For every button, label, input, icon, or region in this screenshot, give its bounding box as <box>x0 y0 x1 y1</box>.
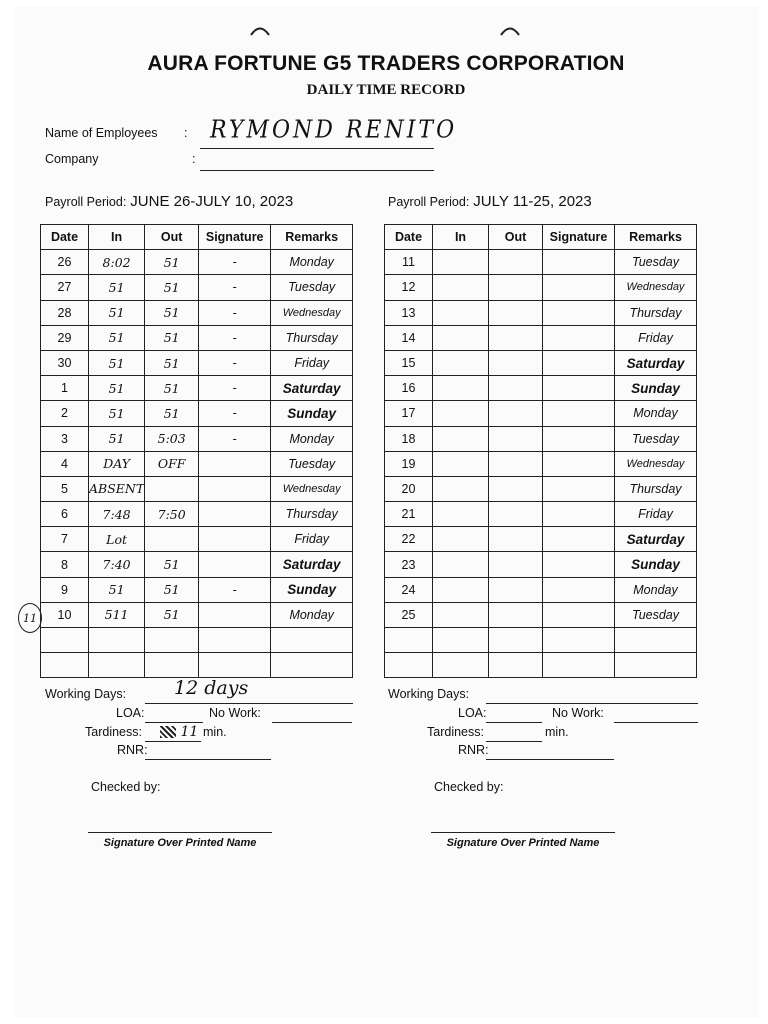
remarks-cell: Tuesday <box>615 250 697 275</box>
date-cell: 30 <box>41 350 89 375</box>
date-cell: 4 <box>41 451 89 476</box>
time-out-cell[interactable] <box>145 476 199 501</box>
table-row <box>41 653 353 678</box>
table-row <box>385 476 697 501</box>
time-in-cell[interactable] <box>433 275 489 300</box>
right-rnr-label: RNR: <box>458 743 489 757</box>
signature-cell[interactable] <box>543 527 615 552</box>
left-working-days-label: Working Days: <box>45 687 127 701</box>
time-in-cell[interactable] <box>433 476 489 501</box>
remarks-cell: Monday <box>615 401 697 426</box>
punch-hole-mark <box>499 24 521 36</box>
date-cell: 25 <box>385 602 433 627</box>
table-header-row <box>41 225 353 250</box>
table-row <box>385 401 697 426</box>
time-out-cell[interactable] <box>489 275 543 300</box>
right-no-work-label: No Work: <box>552 706 604 720</box>
remarks-cell: Wednesday <box>271 476 353 501</box>
col-header-in: In <box>89 225 145 250</box>
time-in-cell[interactable] <box>433 350 489 375</box>
table-row <box>41 300 353 325</box>
time-in-cell[interactable] <box>433 653 489 678</box>
right-payroll-value: JULY 11-25, 2023 <box>473 193 592 210</box>
col-header-signature: Signature <box>543 225 615 250</box>
time-out-cell[interactable] <box>489 577 543 602</box>
right-tardiness-line <box>486 741 542 742</box>
time-in-cell[interactable]: 51 <box>89 300 145 325</box>
time-in-cell[interactable] <box>433 250 489 275</box>
signature-cell[interactable] <box>199 451 271 476</box>
remarks-cell: Thursday <box>271 325 353 350</box>
time-in-cell[interactable] <box>433 602 489 627</box>
signature-cell[interactable]: - <box>199 376 271 401</box>
table-row <box>41 502 353 527</box>
signature-cell[interactable] <box>543 325 615 350</box>
table-row <box>385 300 697 325</box>
date-cell <box>41 628 89 653</box>
right-rnr-line <box>486 759 614 760</box>
right-working-days-label: Working Days: <box>388 687 470 701</box>
time-out-cell[interactable]: 51 <box>145 577 199 602</box>
table-row <box>385 577 697 602</box>
time-out-cell[interactable] <box>489 325 543 350</box>
table-row <box>41 250 353 275</box>
col-header-in: In <box>433 225 489 250</box>
left-checked-by-label: Checked by: <box>91 780 161 794</box>
time-in-cell[interactable]: ABSENT <box>89 476 145 501</box>
left-payroll-label: Payroll Period: <box>45 195 127 209</box>
punch-hole-mark <box>249 24 271 36</box>
signature-cell[interactable] <box>543 376 615 401</box>
signature-cell[interactable] <box>199 552 271 577</box>
left-time-table <box>40 224 353 678</box>
time-in-cell[interactable]: DAY <box>89 451 145 476</box>
signature-cell[interactable] <box>543 502 615 527</box>
time-in-cell[interactable] <box>433 376 489 401</box>
table-row <box>385 325 697 350</box>
table-row <box>385 552 697 577</box>
time-in-cell[interactable]: 51 <box>89 401 145 426</box>
time-in-cell[interactable]: 7:48 <box>89 502 145 527</box>
col-header-remarks: Remarks <box>271 225 353 250</box>
left-rnr-line <box>145 759 271 760</box>
time-out-cell[interactable] <box>489 653 543 678</box>
date-cell: 3 <box>41 426 89 451</box>
date-cell: 5 <box>41 476 89 501</box>
date-cell: 1 <box>41 376 89 401</box>
date-cell: 29 <box>41 325 89 350</box>
signature-cell[interactable] <box>543 451 615 476</box>
right-payroll-label: Payroll Period: <box>388 195 470 209</box>
table-row <box>41 376 353 401</box>
employee-name-value[interactable]: RYMOND RENITO <box>210 116 458 145</box>
right-loa-label: LOA: <box>458 706 487 720</box>
time-in-cell[interactable] <box>433 552 489 577</box>
left-working-days-line <box>145 703 353 704</box>
date-cell: 21 <box>385 502 433 527</box>
time-out-cell[interactable] <box>489 451 543 476</box>
time-out-cell[interactable]: 51 <box>145 401 199 426</box>
time-out-cell[interactable] <box>489 502 543 527</box>
remarks-cell: Tuesday <box>271 451 353 476</box>
right-signature-caption: Signature Over Printed Name <box>446 837 600 849</box>
table-row <box>385 628 697 653</box>
time-out-cell[interactable] <box>489 250 543 275</box>
left-loa-line <box>145 722 203 723</box>
date-cell: 2 <box>41 401 89 426</box>
right-min-label: min. <box>545 725 569 739</box>
time-out-cell[interactable] <box>489 628 543 653</box>
employee-name-line <box>200 148 434 149</box>
remarks-cell: Tuesday <box>271 275 353 300</box>
signature-cell[interactable] <box>543 552 615 577</box>
date-cell: 23 <box>385 552 433 577</box>
date-cell: 24 <box>385 577 433 602</box>
signature-cell[interactable]: - <box>199 350 271 375</box>
time-in-cell[interactable] <box>89 628 145 653</box>
right-working-days-line <box>486 703 698 704</box>
signature-cell[interactable] <box>543 602 615 627</box>
table-row <box>41 401 353 426</box>
remarks-cell: Friday <box>615 502 697 527</box>
left-min-label: min. <box>203 725 227 739</box>
time-out-cell[interactable]: 51 <box>145 376 199 401</box>
date-cell: 12 <box>385 275 433 300</box>
date-cell <box>41 653 89 678</box>
remarks-cell: Monday <box>271 426 353 451</box>
table-row <box>41 426 353 451</box>
remarks-cell: Saturday <box>615 350 697 375</box>
table-row <box>41 552 353 577</box>
left-no-work-line <box>272 722 352 723</box>
table-row <box>41 628 353 653</box>
time-out-cell[interactable] <box>489 476 543 501</box>
employee-name-label: Name of Employees <box>45 126 158 140</box>
time-out-cell[interactable]: 51 <box>145 300 199 325</box>
remarks-cell: Thursday <box>271 502 353 527</box>
remarks-cell: Saturday <box>271 376 353 401</box>
time-out-cell[interactable]: 51 <box>145 250 199 275</box>
remarks-cell: Tuesday <box>615 602 697 627</box>
signature-cell[interactable]: - <box>199 401 271 426</box>
left-no-work-label: No Work: <box>209 706 261 720</box>
date-cell: 17 <box>385 401 433 426</box>
time-in-cell[interactable]: 511 <box>89 602 145 627</box>
table-row <box>385 426 697 451</box>
date-cell: 27 <box>41 275 89 300</box>
signature-cell[interactable] <box>543 426 615 451</box>
signature-cell[interactable] <box>543 628 615 653</box>
remarks-cell <box>271 628 353 653</box>
table-row <box>385 502 697 527</box>
remarks-cell: Sunday <box>615 376 697 401</box>
remarks-cell: Sunday <box>615 552 697 577</box>
signature-cell[interactable] <box>199 527 271 552</box>
time-out-cell[interactable] <box>489 300 543 325</box>
col-header-out: Out <box>489 225 543 250</box>
remarks-cell: Wednesday <box>615 451 697 476</box>
date-cell: 22 <box>385 527 433 552</box>
date-cell: 15 <box>385 350 433 375</box>
signature-cell[interactable] <box>199 602 271 627</box>
left-working-days-value[interactable]: 12 days <box>174 677 249 699</box>
signature-cell[interactable]: - <box>199 250 271 275</box>
signature-cell[interactable] <box>543 401 615 426</box>
remarks-cell <box>615 628 697 653</box>
remarks-cell: Sunday <box>271 577 353 602</box>
time-in-cell[interactable] <box>433 502 489 527</box>
right-time-table <box>384 224 697 678</box>
remarks-cell <box>271 653 353 678</box>
time-in-cell[interactable] <box>433 325 489 350</box>
time-out-cell[interactable]: 51 <box>145 350 199 375</box>
col-header-date: Date <box>41 225 89 250</box>
time-in-cell[interactable] <box>433 527 489 552</box>
date-cell: 18 <box>385 426 433 451</box>
time-in-cell[interactable]: 51 <box>89 325 145 350</box>
time-in-cell[interactable]: 8:02 <box>89 250 145 275</box>
time-out-cell[interactable]: 51 <box>145 275 199 300</box>
time-in-cell[interactable] <box>433 451 489 476</box>
signature-cell[interactable]: - <box>199 325 271 350</box>
left-rnr-label: RNR: <box>117 743 148 757</box>
col-header-remarks: Remarks <box>615 225 697 250</box>
signature-cell[interactable] <box>199 476 271 501</box>
time-in-cell[interactable]: 51 <box>89 350 145 375</box>
signature-cell[interactable] <box>543 653 615 678</box>
remarks-cell: Thursday <box>615 300 697 325</box>
time-in-cell[interactable] <box>433 426 489 451</box>
table-header-row <box>385 225 697 250</box>
table-row <box>385 376 697 401</box>
left-signature-caption: Signature Over Printed Name <box>103 837 257 849</box>
table-row <box>41 350 353 375</box>
signature-cell[interactable] <box>543 300 615 325</box>
date-cell: 20 <box>385 476 433 501</box>
date-cell: 19 <box>385 451 433 476</box>
date-cell: 14 <box>385 325 433 350</box>
remarks-cell <box>615 653 697 678</box>
signature-cell[interactable]: - <box>199 577 271 602</box>
time-out-cell[interactable]: 5:03 <box>145 426 199 451</box>
time-out-cell[interactable] <box>489 527 543 552</box>
table-row <box>385 653 697 678</box>
time-out-cell[interactable] <box>489 426 543 451</box>
time-in-cell[interactable]: 51 <box>89 376 145 401</box>
remarks-cell: Monday <box>271 250 353 275</box>
date-cell: 28 <box>41 300 89 325</box>
remarks-cell: Saturday <box>271 552 353 577</box>
time-out-cell[interactable] <box>489 552 543 577</box>
table-row <box>41 476 353 501</box>
table-row <box>41 325 353 350</box>
table-row <box>385 602 697 627</box>
time-in-cell[interactable]: 51 <box>89 275 145 300</box>
remarks-cell: Monday <box>615 577 697 602</box>
table-row <box>41 577 353 602</box>
right-signature-line <box>431 832 615 833</box>
date-cell: 26 <box>41 250 89 275</box>
date-cell: 6 <box>41 502 89 527</box>
date-cell: 13 <box>385 300 433 325</box>
col-header-date: Date <box>385 225 433 250</box>
employee-name-colon: : <box>184 126 188 140</box>
time-out-cell[interactable]: OFF <box>145 451 199 476</box>
document-title: DAILY TIME RECORD <box>306 82 466 98</box>
left-tardiness-value[interactable] <box>160 724 198 740</box>
right-tardiness-label: Tardiness: <box>427 725 484 739</box>
table-row <box>385 275 697 300</box>
company-field-label: Company <box>45 152 99 166</box>
signature-cell[interactable]: - <box>199 300 271 325</box>
date-cell: 9 <box>41 577 89 602</box>
time-out-cell[interactable] <box>489 401 543 426</box>
time-in-cell[interactable]: 51 <box>89 577 145 602</box>
left-payroll-period <box>45 193 293 210</box>
remarks-cell: Thursday <box>615 476 697 501</box>
signature-cell[interactable] <box>199 502 271 527</box>
time-record-sheet <box>14 6 758 1018</box>
time-out-cell[interactable] <box>145 628 199 653</box>
signature-cell[interactable] <box>543 250 615 275</box>
time-in-cell[interactable]: 51 <box>89 426 145 451</box>
signature-cell[interactable]: - <box>199 275 271 300</box>
remarks-cell: Wednesday <box>615 275 697 300</box>
time-in-cell[interactable]: Lot <box>89 527 145 552</box>
signature-cell[interactable]: - <box>199 426 271 451</box>
signature-cell[interactable] <box>199 628 271 653</box>
time-out-cell[interactable]: 51 <box>145 552 199 577</box>
col-header-signature: Signature <box>199 225 271 250</box>
remarks-cell: Wednesday <box>271 300 353 325</box>
col-header-out: Out <box>145 225 199 250</box>
time-out-cell[interactable] <box>489 602 543 627</box>
time-out-cell[interactable]: 51 <box>145 602 199 627</box>
left-tardiness-number: 11 <box>180 724 199 740</box>
right-checked-by-label: Checked by: <box>434 780 504 794</box>
time-in-cell[interactable] <box>89 653 145 678</box>
date-cell: 8 <box>41 552 89 577</box>
left-payroll-value: JUNE 26-JULY 10, 2023 <box>130 193 294 210</box>
time-in-cell[interactable]: 7:40 <box>89 552 145 577</box>
signature-cell[interactable] <box>199 653 271 678</box>
table-row <box>385 350 697 375</box>
time-in-cell[interactable] <box>433 577 489 602</box>
time-out-cell[interactable] <box>489 376 543 401</box>
remarks-cell: Monday <box>271 602 353 627</box>
date-cell <box>385 628 433 653</box>
table-row <box>385 527 697 552</box>
remarks-cell: Friday <box>271 350 353 375</box>
left-signature-line <box>88 832 272 833</box>
date-cell <box>385 653 433 678</box>
table-row <box>41 602 353 627</box>
circled-note: 11 <box>18 603 42 633</box>
remarks-cell: Friday <box>615 325 697 350</box>
table-row <box>385 451 697 476</box>
company-field-colon: : <box>192 152 196 166</box>
table-row <box>41 527 353 552</box>
right-loa-line <box>486 722 542 723</box>
time-out-cell[interactable]: 7:50 <box>145 502 199 527</box>
signature-cell[interactable] <box>543 350 615 375</box>
left-tardiness-label: Tardiness: <box>85 725 142 739</box>
remarks-cell: Saturday <box>615 527 697 552</box>
remarks-cell: Tuesday <box>615 426 697 451</box>
company-name: AURA FORTUNE G5 TRADERS CORPORATION <box>147 52 625 75</box>
signature-cell[interactable] <box>543 577 615 602</box>
scribble-mark <box>160 726 176 738</box>
date-cell: 16 <box>385 376 433 401</box>
table-row <box>41 275 353 300</box>
time-in-cell[interactable] <box>433 300 489 325</box>
time-out-cell[interactable] <box>145 653 199 678</box>
company-field-line <box>200 170 434 171</box>
time-in-cell[interactable] <box>433 401 489 426</box>
right-no-work-line <box>614 722 698 723</box>
remarks-cell: Sunday <box>271 401 353 426</box>
time-out-cell[interactable] <box>489 350 543 375</box>
left-loa-label: LOA: <box>116 706 145 720</box>
signature-cell[interactable] <box>543 476 615 501</box>
time-out-cell[interactable] <box>145 527 199 552</box>
date-cell: 10 <box>41 602 89 627</box>
signature-cell[interactable] <box>543 275 615 300</box>
table-row <box>385 250 697 275</box>
date-cell: 11 <box>385 250 433 275</box>
right-payroll-period <box>388 193 592 210</box>
time-in-cell[interactable] <box>433 628 489 653</box>
date-cell: 7 <box>41 527 89 552</box>
left-tardiness-line <box>145 741 201 742</box>
table-row <box>41 451 353 476</box>
time-out-cell[interactable]: 51 <box>145 325 199 350</box>
remarks-cell: Friday <box>271 527 353 552</box>
